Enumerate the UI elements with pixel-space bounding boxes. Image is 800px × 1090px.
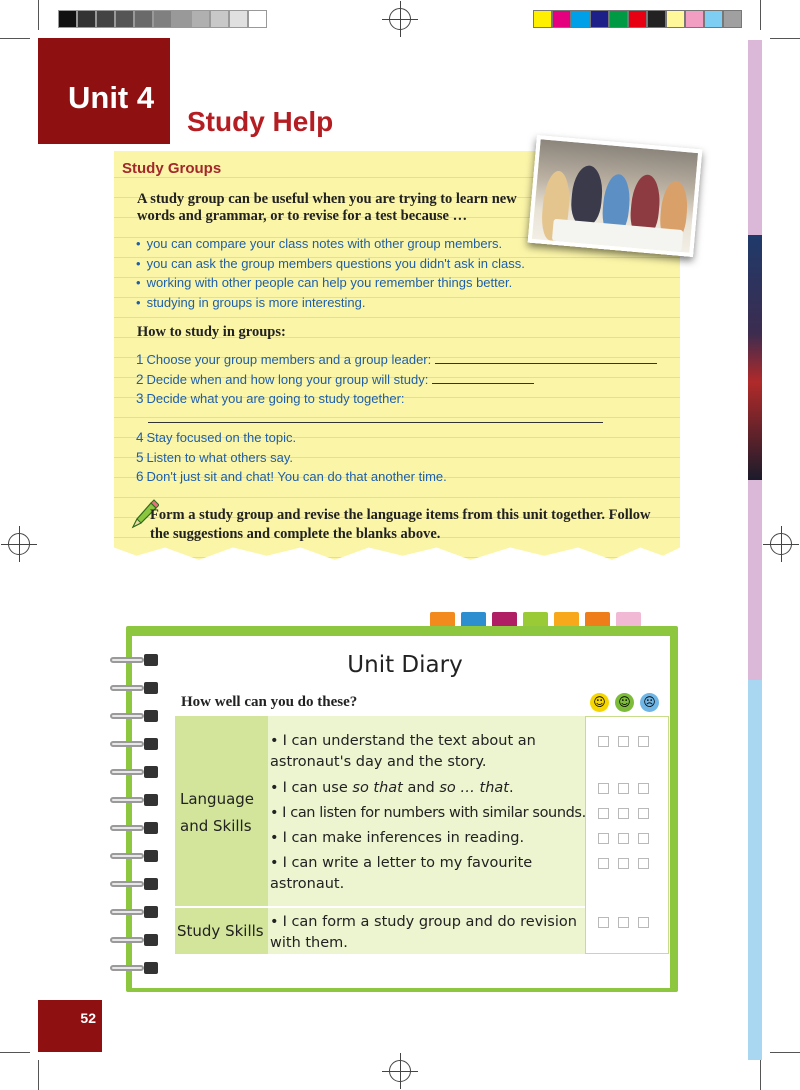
study-groups-heading: Study Groups [122,160,222,177]
diary-item: • I can form a study group and do revision with them. [270,914,577,951]
answer-blank[interactable] [432,372,534,384]
edge-image [748,235,762,480]
grayscale-calibration-bar [58,10,267,28]
checkbox[interactable] [598,917,609,928]
spiral-ring [110,682,162,694]
spiral-ring [110,654,162,666]
step-number: 5 [136,449,144,465]
step-number: 4 [136,430,144,445]
answer-blank[interactable] [148,411,603,423]
row-divider [175,906,585,908]
crop-mark [760,0,761,30]
unit-label-box [38,38,170,144]
diary-item: • I can listen for numbers with similar sounds. [270,805,586,821]
study-groups-intro: A study group can be useful when you are trying to learn new words and grammar, or to revise for a test because … [137,191,517,224]
unit-label: Unit 4 [68,80,155,115]
checkbox[interactable] [638,783,649,794]
checkbox[interactable] [638,858,649,869]
list-item: • working with other people can help you remember things better. [136,273,525,293]
spiral-ring [110,766,162,778]
list-item: • you can ask the group members questions you didn't ask in class. [136,254,525,274]
spiral-ring [110,934,162,946]
page-number-box [38,1000,102,1052]
answer-blank[interactable] [435,352,657,364]
step-text: Choose your group members and a group leader: [146,352,432,367]
checkbox[interactable] [618,783,629,794]
crop-mark [770,38,800,39]
spiral-ring [110,822,162,834]
crop-mark [760,1060,761,1090]
step-text: Decide when and how long your group will study: [146,371,429,387]
step-item [136,428,657,448]
crop-mark [0,1052,30,1053]
edge-blue-band [748,680,762,1060]
registration-mark-bottom [389,1060,411,1082]
checkbox[interactable] [598,808,609,819]
checkbox[interactable] [598,783,609,794]
checkbox[interactable] [638,736,649,747]
checkbox[interactable] [618,917,629,928]
step-item-blank-line [136,409,657,429]
step-text: Stay focused on the topic. [146,430,297,445]
list-item: • you can compare your class notes with other group members. [136,234,525,254]
students-photo [528,135,703,257]
step-item [136,370,657,390]
step-text: Decide what you are going to study together: [146,391,405,406]
checkbox[interactable] [638,808,649,819]
neutral-face-icon: ☺ [615,693,634,712]
rating-checkboxes [598,917,649,928]
step-item [136,389,657,409]
spiral-ring [110,962,162,974]
diary-item: • I can use so that and so … that. [270,780,514,796]
step-number: 6 [136,469,144,484]
checkbox[interactable] [638,833,649,844]
sad-face-icon: ☹ [640,693,659,712]
rating-checkboxes [598,736,649,747]
spiral-ring [110,906,162,918]
registration-mark-right [770,533,792,555]
step-item [136,467,657,487]
reasons-list [136,234,525,312]
step-item [136,350,657,370]
category-language-label: Language and Skills [180,790,255,835]
page-number: 52 [80,1010,96,1026]
how-to-heading: How to study in groups: [137,324,286,340]
checkbox[interactable] [618,808,629,819]
rating-checkboxes [598,783,649,794]
page-edge-strip [748,40,762,1050]
rating-faces [590,693,659,712]
checkbox[interactable] [598,736,609,747]
step-number: 1 [136,352,144,367]
list-item: • studying in groups is more interesting. [136,293,525,313]
diary-title: Unit Diary [347,652,463,678]
checkbox[interactable] [618,736,629,747]
steps-list [136,350,657,487]
crop-mark [770,1052,800,1053]
rating-checkboxes [598,833,649,844]
spiral-ring [110,710,162,722]
happy-face-icon: ☺ [590,693,609,712]
checkbox[interactable] [618,833,629,844]
checkbox[interactable] [618,858,629,869]
step-text: Don't just sit and chat! You can do that another time. [146,469,447,484]
spiral-ring [110,878,162,890]
registration-mark-left [8,533,30,555]
step-text: Listen to what others say. [146,449,293,465]
spiral-ring [110,850,162,862]
diary-item: • I can write a letter to my favourite astronaut. [270,855,533,892]
spiral-ring [110,794,162,806]
spiral-ring [110,738,162,750]
checkbox[interactable] [598,858,609,869]
crop-mark [38,1060,39,1090]
rating-checkboxes [598,808,649,819]
step-number: 3 [136,391,144,406]
crop-mark [38,0,39,30]
checkbox[interactable] [638,917,649,928]
crop-mark [0,38,30,39]
checkbox[interactable] [598,833,609,844]
step-item [136,448,657,468]
diary-item: • I can make inferences in reading. [270,830,525,846]
diary-item: • I can understand the text about an astronaut's day and the story. [270,733,536,770]
page-title: Study Help [187,106,334,137]
color-calibration-bar [533,10,742,28]
category-study-label: Study Skills [177,922,264,940]
task-instruction: Form a study group and revise the language items from this unit together. Follow the suggestions and complete the blanks above. [150,507,651,542]
step-number: 2 [136,371,144,387]
registration-mark-top [389,8,411,30]
diary-question: How well can you do these? [181,694,358,710]
rating-checkboxes [598,858,649,869]
